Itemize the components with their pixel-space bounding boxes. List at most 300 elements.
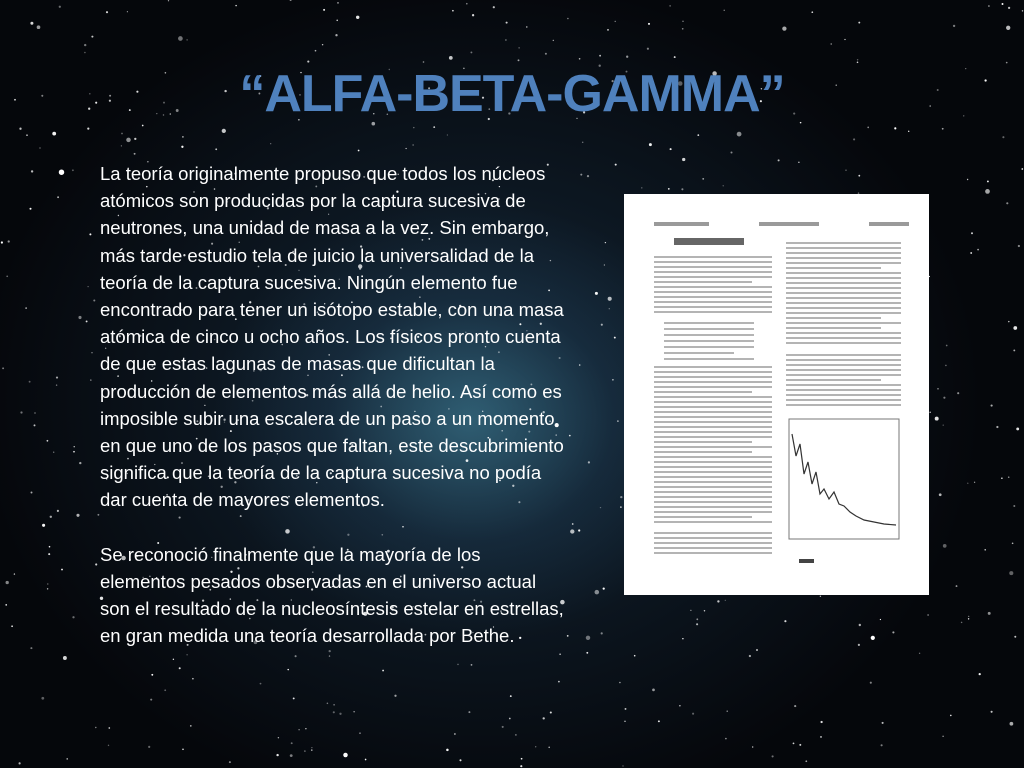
star [57, 196, 59, 198]
text-line [786, 384, 901, 386]
star [29, 208, 31, 210]
star [57, 510, 59, 512]
text-line [786, 359, 901, 361]
star [988, 5, 990, 7]
star [472, 14, 474, 16]
star [550, 711, 552, 713]
text-line [654, 386, 772, 388]
star [595, 292, 598, 295]
star [52, 132, 56, 136]
text-line [786, 297, 901, 299]
star [696, 623, 698, 625]
star [1002, 136, 1004, 138]
star [339, 713, 341, 715]
star [168, 0, 169, 1]
star [19, 762, 21, 764]
star [164, 689, 166, 691]
text-line [664, 334, 754, 336]
star [78, 316, 81, 319]
star [358, 150, 360, 152]
text-line [654, 476, 772, 478]
star [290, 754, 293, 757]
text-line [654, 431, 772, 433]
star [510, 695, 512, 697]
star [820, 721, 822, 723]
text-line [654, 256, 772, 258]
text-line [786, 257, 901, 259]
star [811, 11, 813, 13]
text-line [654, 276, 772, 278]
star [682, 158, 685, 161]
star [150, 699, 152, 701]
star [56, 377, 58, 379]
text-line [786, 242, 901, 244]
star [620, 496, 622, 498]
text-line [654, 481, 772, 483]
star [449, 56, 453, 60]
star [423, 61, 425, 63]
text-line [786, 337, 901, 339]
star [509, 718, 511, 720]
star [413, 144, 414, 145]
star [870, 682, 872, 684]
star [794, 705, 796, 707]
text-line [786, 287, 901, 289]
star [333, 711, 335, 713]
star [276, 754, 278, 756]
star [946, 345, 948, 347]
star [908, 131, 909, 132]
star [988, 612, 991, 615]
star [608, 297, 612, 301]
star [134, 153, 136, 155]
star [570, 529, 574, 533]
text-line [654, 552, 772, 554]
star [971, 232, 973, 234]
star [567, 18, 569, 20]
star [471, 664, 473, 666]
text-line [654, 547, 772, 549]
star [996, 426, 998, 428]
star [858, 175, 860, 177]
star [39, 147, 40, 148]
text-line [654, 291, 772, 293]
text-line [786, 292, 901, 294]
star [186, 654, 187, 655]
star [682, 21, 683, 22]
star [47, 440, 49, 442]
star [620, 506, 622, 508]
star [108, 727, 110, 729]
star [950, 715, 952, 717]
text-line [654, 516, 752, 518]
star [805, 760, 807, 762]
star [446, 749, 449, 752]
star [820, 596, 821, 597]
star [725, 600, 726, 601]
star [76, 514, 79, 517]
star [945, 365, 947, 367]
star [311, 747, 312, 748]
text-line [654, 511, 772, 513]
star [580, 174, 582, 176]
star [134, 138, 136, 140]
star [72, 616, 74, 618]
star [91, 352, 92, 353]
star [86, 320, 88, 322]
star [609, 308, 610, 309]
star [991, 711, 993, 713]
star [521, 758, 523, 760]
text-line [786, 364, 901, 366]
star [919, 653, 920, 654]
star [858, 22, 860, 24]
star [287, 669, 288, 670]
star [553, 40, 554, 41]
star [793, 743, 795, 745]
star [29, 381, 31, 383]
star [674, 56, 676, 58]
star [6, 581, 9, 584]
star [935, 417, 939, 421]
star [173, 659, 174, 660]
text-line [786, 354, 901, 356]
text-line [654, 261, 772, 263]
text-line [786, 379, 881, 381]
text-line [654, 532, 772, 534]
star [595, 590, 600, 595]
star [974, 482, 975, 483]
star [298, 729, 299, 730]
star [1022, 10, 1023, 11]
star [322, 44, 323, 45]
star [181, 146, 183, 148]
star [353, 711, 354, 712]
star [311, 749, 312, 750]
bullet-marker: • [58, 162, 66, 184]
star [984, 549, 986, 551]
star [730, 151, 732, 153]
star [506, 22, 508, 24]
star [942, 736, 943, 737]
star [668, 188, 670, 190]
star [293, 697, 295, 699]
text-line [786, 394, 901, 396]
text-line [786, 312, 901, 314]
star [95, 727, 96, 728]
star [190, 725, 192, 727]
star [229, 761, 231, 763]
star [559, 654, 560, 655]
star [880, 619, 881, 620]
star [447, 134, 448, 135]
star [991, 405, 993, 407]
star [582, 142, 583, 143]
body-text [100, 160, 565, 649]
star [50, 516, 52, 518]
star [37, 25, 41, 29]
star [526, 26, 527, 27]
text-line [654, 286, 772, 288]
text-line [786, 404, 901, 406]
star [278, 737, 279, 738]
star [1018, 245, 1020, 247]
text-line [654, 371, 772, 373]
star [929, 411, 931, 413]
star [84, 44, 86, 46]
star [520, 765, 522, 767]
star [1001, 477, 1002, 478]
star [600, 507, 601, 508]
star [470, 51, 472, 53]
star [894, 127, 896, 129]
text-line [664, 322, 754, 324]
star [30, 22, 33, 25]
star [1, 241, 3, 243]
star [679, 705, 680, 706]
star [505, 39, 507, 41]
star [649, 143, 652, 146]
star [90, 379, 92, 381]
star [48, 553, 50, 555]
star [1013, 505, 1015, 507]
star [72, 169, 74, 171]
star [778, 159, 780, 161]
text-line [654, 306, 772, 308]
star [61, 569, 63, 571]
star [937, 388, 939, 390]
text-line [654, 401, 772, 403]
embedded-plot [789, 419, 899, 539]
star [74, 446, 75, 447]
star [961, 622, 963, 624]
star [1013, 349, 1015, 351]
star [603, 588, 605, 590]
star [634, 655, 636, 657]
star [6, 275, 8, 277]
page-number-block [799, 559, 814, 563]
star [42, 524, 45, 527]
star [569, 435, 571, 437]
star [881, 744, 883, 746]
star [619, 682, 621, 684]
star [1009, 571, 1013, 575]
star [179, 667, 181, 669]
star [295, 655, 297, 657]
star [91, 36, 93, 38]
star [548, 747, 550, 749]
star [343, 753, 348, 758]
star [182, 136, 184, 138]
star [968, 616, 969, 617]
star [84, 52, 86, 54]
text-line [786, 369, 901, 371]
text-line [786, 267, 881, 269]
star [457, 664, 459, 666]
star [723, 185, 724, 186]
star [967, 179, 968, 180]
text-line [654, 426, 772, 428]
star [614, 337, 616, 339]
star [1006, 26, 1010, 30]
star [968, 618, 969, 619]
star [670, 148, 672, 150]
star [820, 736, 822, 738]
star [382, 670, 384, 672]
star [626, 56, 628, 58]
star [681, 188, 683, 190]
star [1008, 7, 1010, 9]
star [605, 242, 606, 243]
star [433, 126, 435, 128]
text-line [664, 352, 734, 354]
text-line [654, 496, 772, 498]
text-line [786, 317, 881, 319]
star [25, 307, 26, 308]
star [579, 364, 581, 366]
star [737, 132, 742, 137]
star [89, 233, 91, 235]
star [599, 55, 601, 57]
text-line [654, 376, 772, 378]
star [617, 420, 619, 422]
star [601, 632, 603, 634]
star [518, 59, 520, 61]
star [579, 58, 581, 60]
star [151, 674, 153, 676]
star [857, 62, 859, 64]
text-line [654, 471, 772, 473]
star [612, 379, 614, 381]
text-line [654, 411, 772, 413]
text-line [654, 486, 772, 488]
star [697, 134, 699, 136]
text-line [654, 521, 772, 523]
text-line [654, 451, 752, 453]
star [892, 631, 894, 633]
star [20, 411, 22, 413]
star [939, 493, 942, 496]
star [725, 738, 727, 740]
page-header-lines [654, 222, 909, 226]
star [31, 492, 33, 494]
star [799, 744, 801, 746]
star [586, 636, 590, 640]
star [87, 286, 88, 287]
star [1012, 542, 1014, 544]
text-line [654, 456, 772, 458]
text-line [654, 311, 772, 313]
page-heading-block [674, 238, 744, 245]
text-line [654, 266, 772, 268]
star [307, 61, 309, 63]
text-line [664, 358, 754, 360]
star [857, 59, 858, 60]
star [882, 722, 884, 724]
star [11, 625, 13, 627]
star [578, 529, 580, 531]
star [87, 128, 89, 130]
star [8, 240, 10, 242]
star [315, 50, 317, 52]
star [192, 678, 194, 680]
star [604, 264, 605, 265]
star [14, 573, 15, 574]
text-line [786, 374, 901, 376]
star [543, 717, 545, 719]
star [749, 655, 751, 657]
star [1014, 636, 1016, 638]
star [454, 733, 456, 735]
text-line [654, 421, 772, 423]
star [304, 750, 305, 751]
star [772, 755, 774, 757]
star [31, 170, 33, 172]
text-line [654, 281, 752, 283]
text-line [654, 301, 772, 303]
star [235, 5, 236, 6]
star [121, 145, 122, 146]
star [648, 23, 650, 25]
star [859, 624, 861, 626]
star [19, 128, 21, 130]
star [336, 20, 338, 22]
star [831, 43, 832, 44]
star [49, 546, 51, 548]
star [588, 461, 590, 463]
text-line [786, 262, 901, 264]
star [337, 2, 339, 4]
text-line [654, 381, 772, 383]
star [943, 424, 944, 425]
star [625, 708, 627, 710]
star [704, 610, 705, 611]
star [66, 758, 68, 760]
star [756, 649, 758, 651]
star [329, 650, 331, 652]
star [222, 129, 226, 133]
star [1006, 202, 1008, 204]
text-line [654, 271, 772, 273]
star [696, 618, 698, 620]
star [126, 138, 131, 143]
star [601, 324, 603, 326]
text-line [664, 346, 754, 348]
star [1008, 476, 1010, 478]
star [956, 585, 958, 587]
star [502, 726, 504, 728]
star [466, 3, 468, 5]
star [558, 681, 560, 683]
text-line [786, 302, 901, 304]
text-line [664, 328, 754, 330]
text-line [786, 247, 901, 249]
star [979, 673, 981, 675]
star [567, 635, 569, 637]
star [359, 732, 360, 733]
star [967, 483, 968, 484]
star [943, 397, 945, 399]
star [957, 392, 959, 394]
slide-title: “ALFA-BETA-GAMMA” [239, 65, 785, 123]
star [724, 10, 725, 11]
text-line [664, 340, 754, 342]
star [215, 148, 217, 150]
paragraph-1: La teoría originalmente propuso que todos los núcleos atómicos son producidas por la captura sucesiva de neutrones, una unidad de masa a la vez. Sin embargo, más tarde estudio tela de juicio la universalidad de la teoría de la captura sucesiva. Ningún elemento fue encontrado para tener un isótopo estable, con una masa atómica de cinco u ocho años. Los físicos pronto cuenta de que estas lagunas de masas que dificultan la producción de elementos más allá de helio. Así como es imposible subir una escalera de un paso a un momento en que uno de los pasos que faltan, este descubrimiento significa que la teoría de la captura sucesiva no podía dar cuenta de mayores elementos. [100, 163, 564, 511]
star [987, 180, 989, 182]
star [622, 765, 623, 766]
star [782, 26, 786, 30]
